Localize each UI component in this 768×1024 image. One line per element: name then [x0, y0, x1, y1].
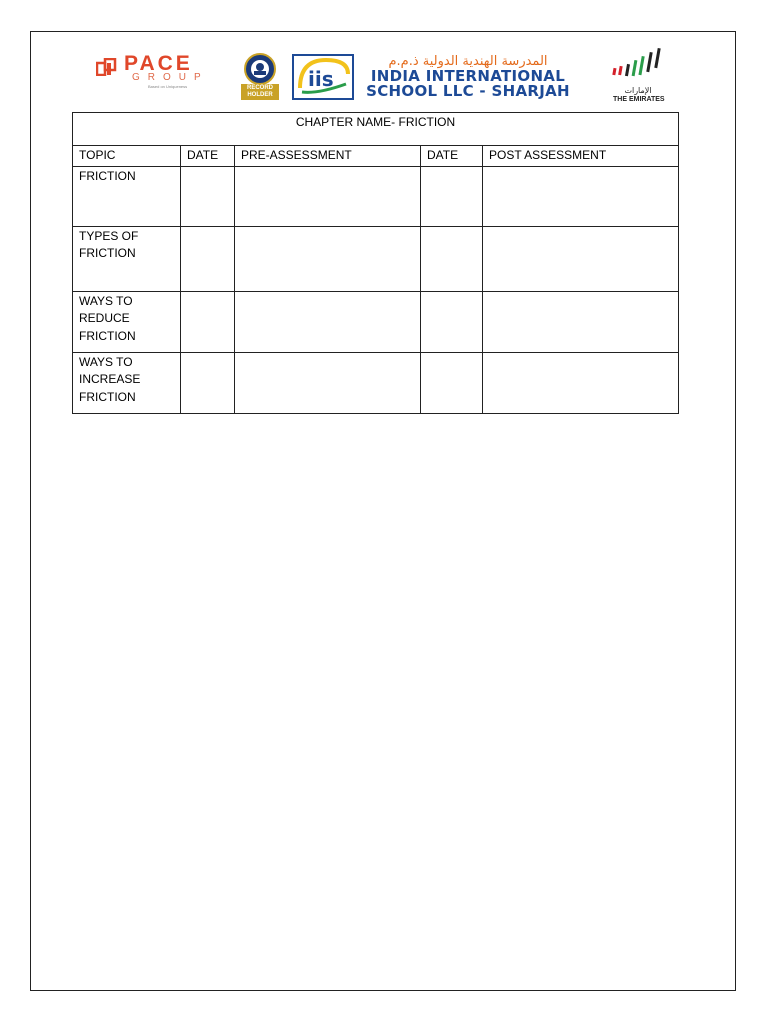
- col-header-pre-assessment: PRE-ASSESSMENT: [235, 146, 421, 167]
- svg-text:iis: iis: [308, 67, 334, 91]
- date-cell[interactable]: [181, 226, 235, 291]
- pre-assessment-cell[interactable]: [235, 166, 421, 226]
- table-row: [73, 352, 679, 413]
- date-cell-2[interactable]: [421, 226, 483, 291]
- topic-line: FRICTION: [79, 328, 136, 343]
- post-assessment-cell[interactable]: [483, 352, 679, 413]
- topic-line: INCREASE: [79, 372, 141, 386]
- guinness-badge-text: RECORD HOLDER: [246, 85, 273, 98]
- emirates-arabic: الإمارات: [624, 86, 652, 95]
- topic-cell: [73, 291, 181, 352]
- emirates-english: THE EMIRATES: [613, 96, 665, 103]
- pace-tagline: Based on Uniqueness: [148, 84, 188, 89]
- date-cell-2[interactable]: [421, 291, 483, 352]
- topic-line: FRICTION: [79, 246, 136, 260]
- topic-cell: [73, 166, 181, 226]
- topic-line: WAYS TO: [79, 354, 133, 369]
- table-row: [73, 226, 679, 291]
- the-emirates-logo: [605, 46, 675, 106]
- school-name-line1: INDIA INTERNATIONAL: [370, 67, 566, 85]
- topic-line: REDUCE: [79, 311, 130, 325]
- pace-mark-icon: [96, 58, 122, 76]
- pre-assessment-cell[interactable]: [235, 291, 421, 352]
- date-cell[interactable]: [181, 166, 235, 226]
- col-header-topic: TOPIC: [73, 146, 181, 167]
- school-name-arabic: المدرسة الهندية الدولية ذ.م.م: [388, 54, 548, 69]
- school-name-block: [360, 54, 576, 102]
- post-assessment-cell[interactable]: [483, 226, 679, 291]
- assessment-table: [72, 112, 679, 414]
- pre-assessment-cell[interactable]: [235, 352, 421, 413]
- date-cell[interactable]: [181, 291, 235, 352]
- chapter-title: CHAPTER NAME- FRICTION: [73, 113, 679, 146]
- guinness-record-logo: [238, 53, 282, 101]
- iis-logo: [292, 54, 354, 100]
- emirates-flag-strokes-icon: [605, 46, 667, 84]
- date-cell-2[interactable]: [421, 166, 483, 226]
- date-cell-2[interactable]: [421, 352, 483, 413]
- post-assessment-cell[interactable]: [483, 166, 679, 226]
- topic-line: FRICTION: [79, 389, 136, 404]
- pace-group-logo: [96, 54, 216, 88]
- topic-line: FRICTION: [79, 168, 136, 183]
- topic-cell: [73, 226, 181, 291]
- date-cell[interactable]: [181, 352, 235, 413]
- school-name-line2: SCHOOL LLC - SHARJAH: [366, 82, 570, 100]
- topic-cell: [73, 352, 181, 413]
- col-header-date-2: DATE: [421, 146, 483, 167]
- table-header-row: [73, 146, 679, 167]
- iis-emblem-icon: [292, 54, 354, 100]
- pace-group-label: GROUP: [132, 72, 209, 83]
- pace-name: PACE: [124, 52, 193, 75]
- post-assessment-cell[interactable]: [483, 291, 679, 352]
- pre-assessment-cell[interactable]: [235, 226, 421, 291]
- col-header-date: DATE: [181, 146, 235, 167]
- table-row: [73, 291, 679, 352]
- topic-line: WAYS TO: [79, 293, 133, 308]
- table-row: [73, 166, 679, 226]
- col-header-post-assessment: POST ASSESSMENT: [483, 146, 679, 167]
- topic-line: TYPES OF: [79, 228, 139, 243]
